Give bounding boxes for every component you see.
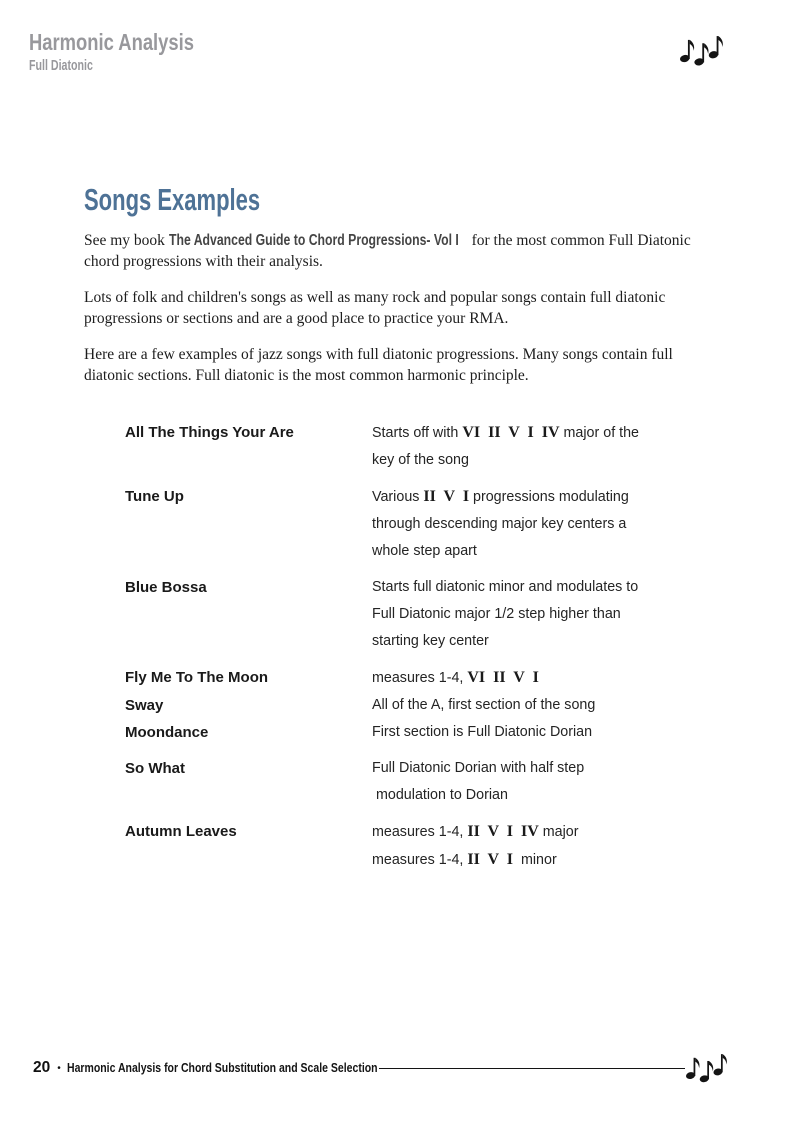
- song-name: Moondance: [125, 724, 209, 741]
- description-text: major of the: [559, 425, 640, 441]
- song-name: Autumn Leaves: [125, 823, 237, 840]
- description-line: [372, 692, 595, 719]
- song-description: [372, 483, 629, 565]
- roman-numerals: VI II V I IV: [462, 424, 560, 441]
- description-text: Starts full diatonic minor and modulates to: [372, 579, 639, 595]
- page-footer: [33, 1049, 728, 1087]
- page-number: 20: [33, 1059, 51, 1076]
- music-notes-icon: [680, 31, 724, 71]
- song-row: [125, 719, 699, 746]
- song-description: [372, 419, 639, 474]
- song-description: [372, 664, 539, 692]
- description-text: All of the A, first section of the song: [372, 697, 596, 713]
- description-text: major: [538, 824, 579, 840]
- page-header: [29, 31, 235, 73]
- description-line: [372, 483, 629, 511]
- paragraph-text: See my book: [84, 232, 169, 249]
- song-description: [372, 818, 579, 874]
- description-text: First section is Full Diatonic Dorian: [372, 724, 593, 740]
- description-text: Various: [372, 489, 424, 505]
- footer-music-notes-icon: [686, 1049, 728, 1088]
- song-row: [125, 818, 699, 874]
- footer-title: Harmonic Analysis for Chord Substitution and Scale Selection: [66, 1061, 378, 1075]
- song-name: Blue Bossa: [125, 579, 207, 596]
- song-description: [372, 574, 638, 655]
- paragraph-text: for the most common Full Diatonic chord progressions with their analysis.: [84, 232, 691, 270]
- songs-table: [125, 419, 699, 874]
- song-row: [125, 419, 699, 474]
- song-row: [125, 483, 699, 565]
- description-text: starting key center: [372, 633, 489, 649]
- description-line: [372, 601, 638, 628]
- song-row: [125, 574, 699, 655]
- doc-subtitle: Full Diatonic: [29, 57, 93, 74]
- song-name: Fly Me To The Moon: [125, 669, 269, 686]
- bullet-separator: •: [57, 1062, 61, 1074]
- description-text: modulation to Dorian: [376, 787, 508, 803]
- description-text: whole step apart: [372, 543, 477, 559]
- roman-numerals: VI II V I: [467, 669, 539, 686]
- description-text: key of the song: [372, 452, 469, 468]
- description-line: [372, 719, 592, 746]
- song-description: [372, 719, 592, 746]
- footer-rule: [379, 1068, 685, 1069]
- section-title: Songs Examples: [84, 182, 261, 217]
- song-row: [125, 755, 699, 809]
- description-text: Full Diatonic Dorian with half step: [372, 760, 585, 776]
- roman-numerals: II V I IV: [467, 823, 539, 840]
- book-title-bold: The Advanced Guide to Chord Progressions- Vol I: [168, 232, 459, 249]
- description-line: [372, 818, 579, 846]
- description-text: minor: [513, 852, 557, 868]
- description-line: [372, 419, 639, 447]
- description-text: measures 1-4,: [372, 824, 468, 840]
- description-text: measures 1-4,: [372, 670, 468, 686]
- description-line: [372, 447, 639, 474]
- roman-numerals: II V I: [423, 488, 470, 505]
- description-text: measures 1-4,: [372, 852, 468, 868]
- paragraph-jazz-examples: Here are a few examples of jazz songs with full diatonic progressions. Many songs contain full diatonic sections. Full diatonic is the most common harmonic principle.: [84, 346, 673, 384]
- description-text: through descending major key centers a: [372, 516, 627, 532]
- song-name: Sway: [125, 697, 164, 714]
- description-line: [372, 664, 539, 692]
- song-name: Tune Up: [125, 488, 184, 505]
- paragraph-book-reference: [84, 230, 699, 272]
- description-line: [372, 846, 579, 874]
- song-name: So What: [125, 760, 185, 777]
- roman-numerals: II V I: [467, 851, 514, 868]
- doc-title: Harmonic Analysis: [29, 29, 194, 55]
- song-name: All The Things Your Are: [125, 424, 294, 441]
- description-line: [372, 755, 584, 782]
- paragraph-folk-songs: Lots of folk and children's songs as well as many rock and popular songs contain full diatonic progressions or sections and are a good place to practice your RMA.: [84, 289, 666, 327]
- description-line: [372, 538, 629, 565]
- description-text: progressions modulating: [469, 489, 629, 505]
- description-line: [372, 782, 584, 809]
- description-text: Starts off with: [372, 425, 463, 441]
- song-row: [125, 664, 699, 692]
- description-line: [372, 511, 629, 538]
- song-description: [372, 755, 584, 809]
- description-text: Full Diatonic major 1/2 step higher than: [372, 606, 621, 622]
- description-line: [372, 574, 638, 601]
- content: [84, 184, 699, 883]
- song-row: [125, 692, 699, 719]
- song-description: [372, 692, 595, 719]
- description-line: [372, 628, 638, 655]
